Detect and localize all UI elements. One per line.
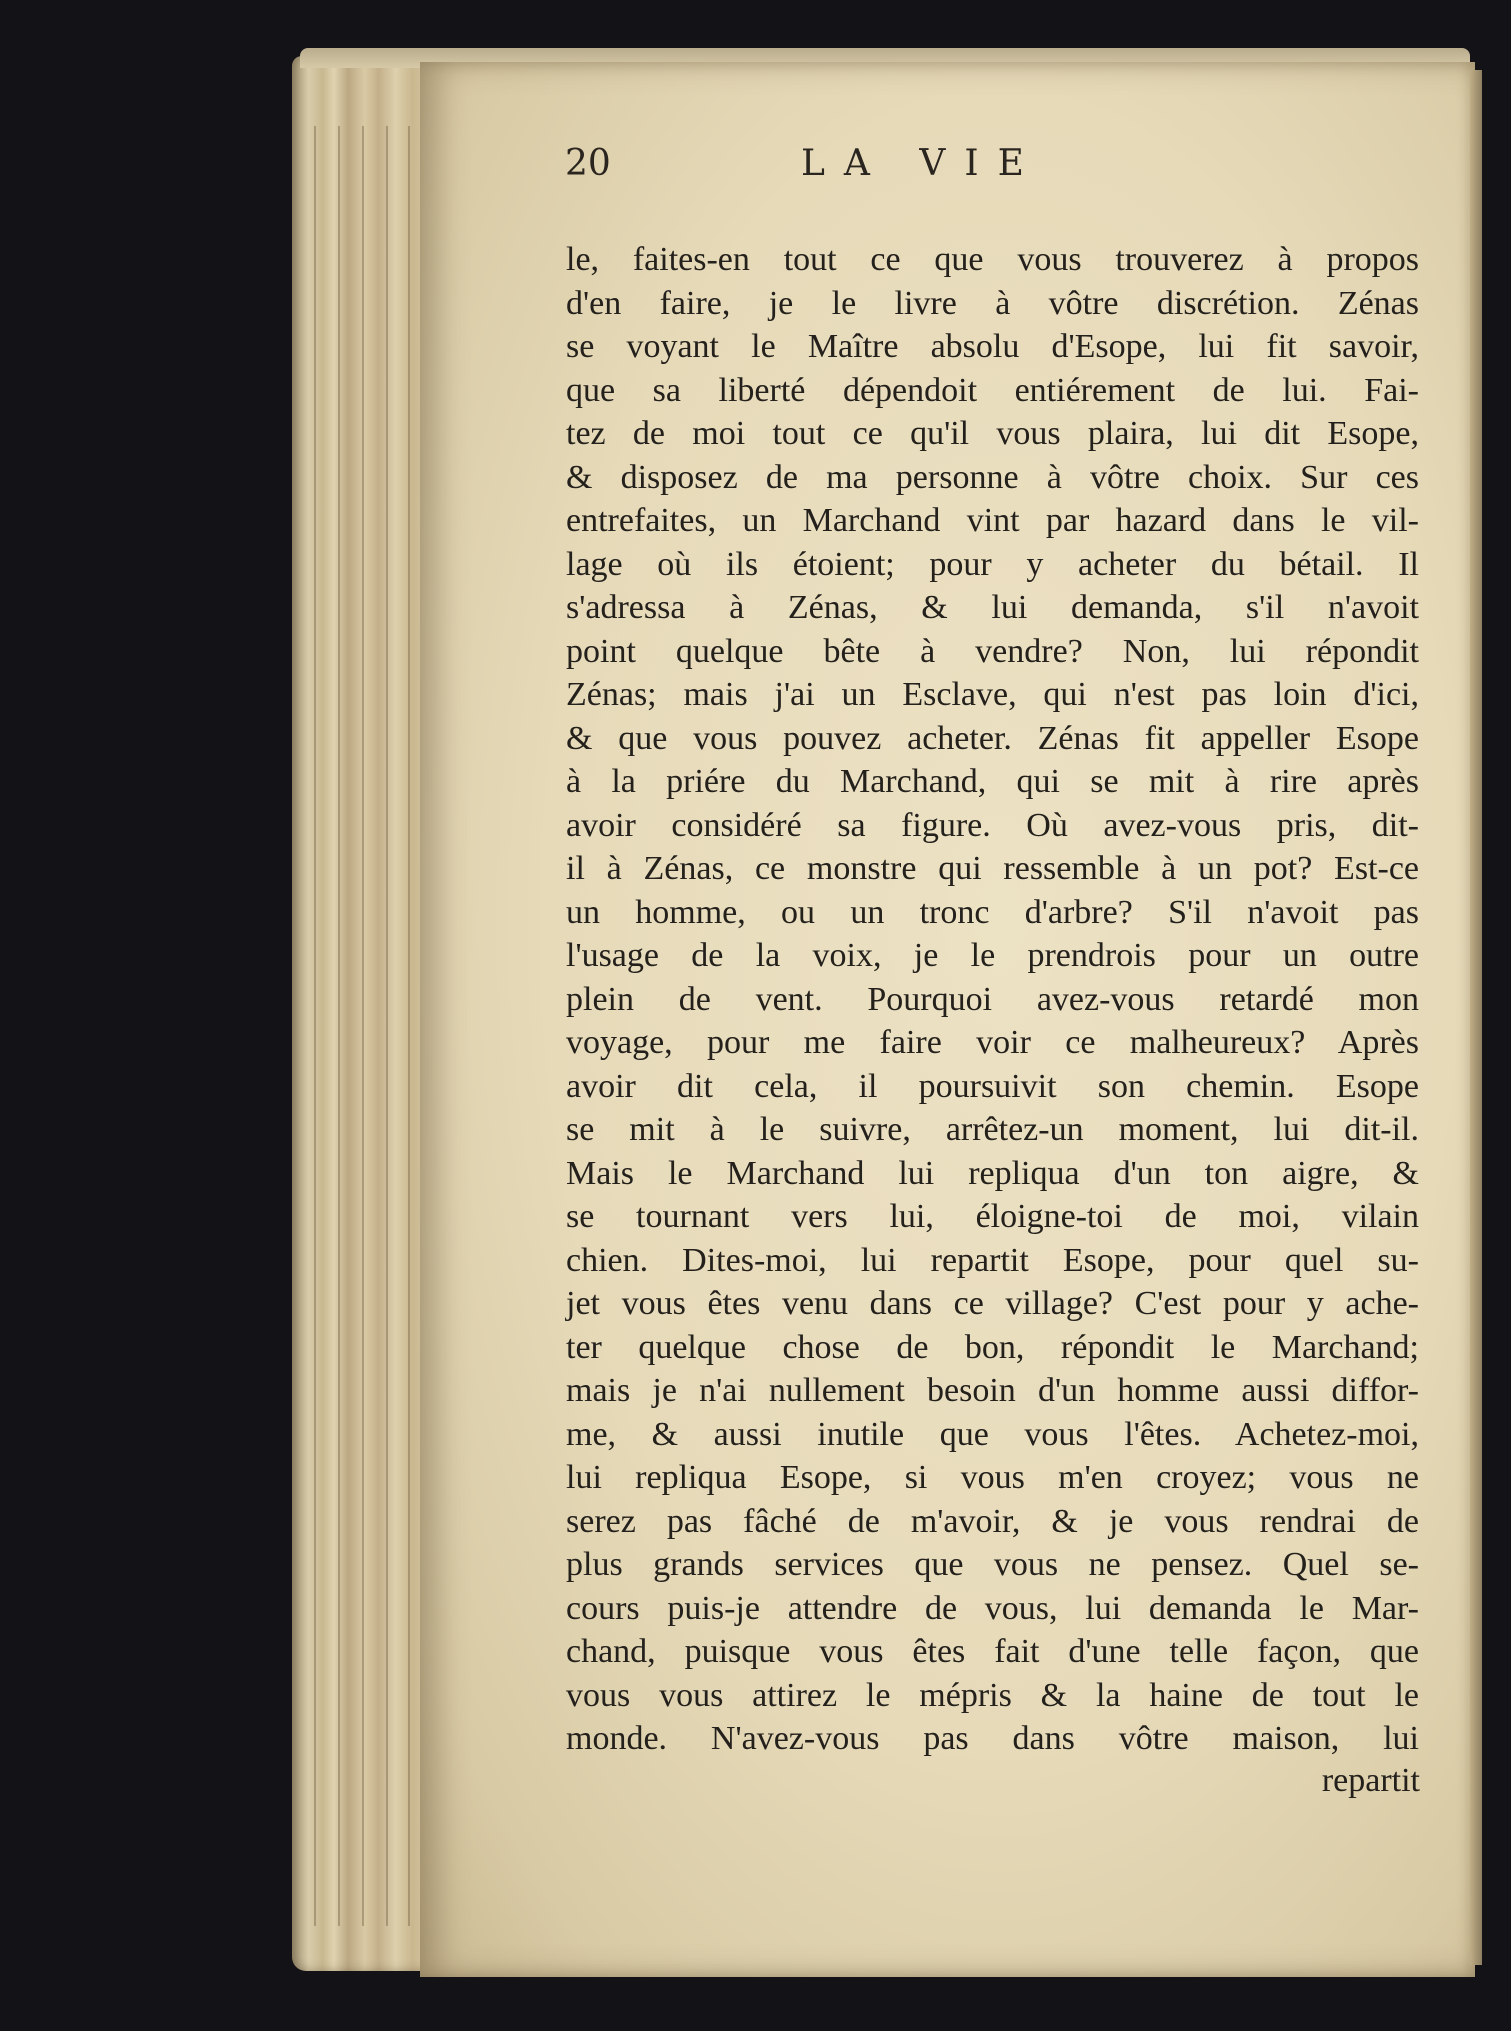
text-line: lage où ils étoient; pour y acheter du bétail. Il (566, 545, 1419, 583)
leaf-edge (362, 126, 364, 1926)
text-line: mais je n'ai nullement besoin d'un homme aussi diffor- (566, 1372, 1419, 1409)
text-line: s'adressa à Zénas, & lui demanda, s'il n'avoit (566, 589, 1419, 626)
text-line: avoir dit cela, il poursuivit son chemin. Esope (566, 1067, 1419, 1105)
text-line: plus grands services que vous ne pensez. Quel se- (566, 1546, 1419, 1583)
page-edges (292, 56, 432, 1971)
page-number: 20 (565, 143, 611, 184)
text-line: avoir considéré sa figure. Où avez-vous pris, dit- (566, 806, 1419, 844)
text-line: & disposez de ma personne à vôtre choix. Sur ces (566, 458, 1419, 496)
text-line: vous vous attirez le mépris & la haine de tout le (566, 1676, 1419, 1714)
text-line: cours puis-je attendre de vous, lui demanda le Mar- (566, 1589, 1419, 1627)
text-line: Mais le Marchand lui repliqua d'un ton aigre, & (566, 1154, 1419, 1192)
text-line: un homme, ou un tronc d'arbre? S'il n'avoit pas (566, 893, 1419, 931)
text-line: monde. N'avez-vous pas dans vôtre maison, lui (566, 1720, 1419, 1757)
text-line: à la priére du Marchand, qui se mit à rire après (566, 763, 1419, 800)
catchword: repartit (1321, 1762, 1420, 1799)
text-line: tez de moi tout ce qu'il vous plaira, lui dit Esope, (566, 415, 1419, 452)
text-line: me, & aussi inutile que vous l'êtes. Achetez-moi, (566, 1415, 1419, 1453)
text-line: se tournant vers lui, éloigne-toi de moi, vilain (566, 1198, 1419, 1235)
text-line: entrefaites, un Marchand vint par hazard dans le vil- (566, 502, 1419, 539)
text-line: l'usage de la voix, je le prendrois pour un outre (566, 937, 1419, 974)
text-line: il à Zénas, ce monstre qui ressemble à un pot? Est-ce (566, 850, 1419, 887)
text-line: plein de vent. Pourquoi avez-vous retardé mon (566, 980, 1419, 1018)
page-right-edge (1470, 70, 1482, 1965)
page-header (565, 143, 1145, 193)
leaf-edge (408, 126, 410, 1926)
text-line: se mit à le suivre, arrêtez-un moment, lui dit-il. (566, 1111, 1419, 1148)
text-line: lui repliqua Esope, si vous m'en croyez; vous ne (566, 1459, 1419, 1496)
text-line: chand, puisque vous êtes fait d'une telle façon, que (566, 1633, 1419, 1670)
leaf-edge (314, 126, 316, 1926)
text-line: point quelque bête à vendre? Non, lui répondit (566, 632, 1419, 670)
running-head: LA VIE (801, 143, 1043, 184)
text-line: chien. Dites-moi, lui repartit Esope, pour quel su- (566, 1241, 1419, 1279)
text-line: & que vous pouvez acheter. Zénas fit appeller Esope (566, 719, 1419, 757)
text-line: jet vous êtes venu dans ce village? C'est pour y ache- (566, 1285, 1419, 1322)
text-line: d'en faire, je le livre à vôtre discrétion. Zénas (566, 284, 1419, 322)
text-line: se voyant le Maître absolu d'Esope, lui fit savoir, (566, 328, 1419, 365)
text-line: voyage, pour me faire voir ce malheureux? Après (566, 1024, 1419, 1061)
leaf-edge (386, 126, 388, 1926)
leaf-edge (338, 126, 340, 1926)
text-line: le, faites-en tout ce que vous trouverez à propos (566, 241, 1419, 278)
text-line: serez pas fâché de m'avoir, & je vous rendrai de (566, 1502, 1419, 1540)
body-text (566, 238, 1419, 1761)
text-line: ter quelque chose de bon, répondit le Marchand; (566, 1328, 1419, 1366)
text-line: Zénas; mais j'ai un Esclave, qui n'est pas loin d'ici, (566, 676, 1419, 713)
text-line: que sa liberté dépendoit entiérement de lui. Fai- (566, 371, 1419, 409)
